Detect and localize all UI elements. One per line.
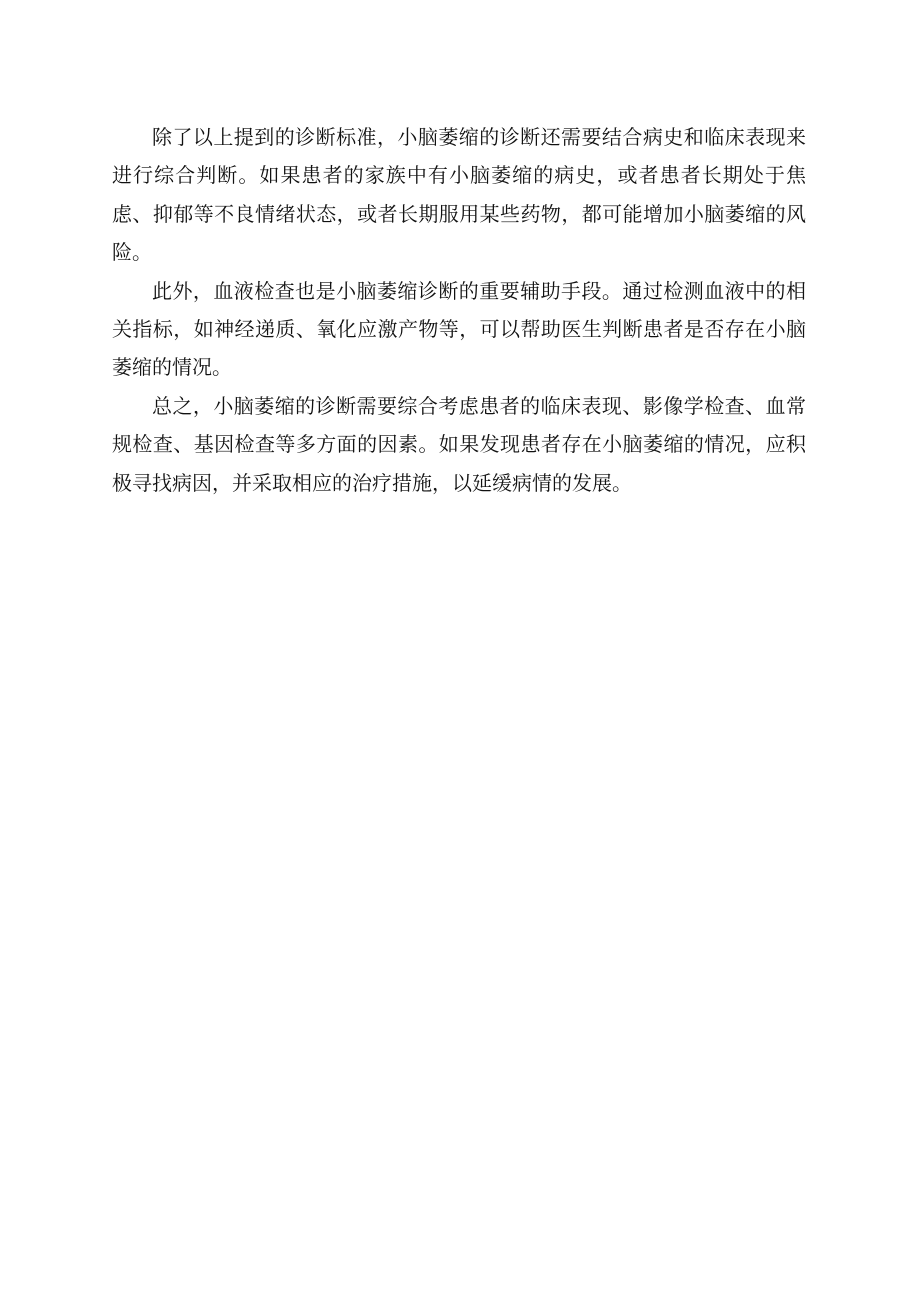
paragraph-conclusion: 总之，小脑萎缩的诊断需要综合考虑患者的临床表现、影像学检查、血常规检查、基因检查等多方面的因素。如果发现患者存在小脑萎缩的情况，应积极寻找病因，并采取相应的治疗措施，以延缓病情的发展。 bbox=[112, 393, 806, 495]
paragraph-diagnosis-history: 除了以上提到的诊断标准，小脑萎缩的诊断还需要结合病史和临床表现来进行综合判断。如果患者的家族中有小脑萎缩的病史，或者患者长期处于焦虑、抑郁等不良情绪状态，或者长期服用某些药物，都可能增加小脑萎缩的风险。 bbox=[112, 125, 806, 265]
paragraph-blood-test: 此外，血液检查也是小脑萎缩诊断的重要辅助手段。通过检测血液中的相关指标，如神经递质、氧化应激产物等，可以帮助医生判断患者是否存在小脑萎缩的情况。 bbox=[112, 278, 806, 380]
document-body bbox=[112, 118, 806, 502]
